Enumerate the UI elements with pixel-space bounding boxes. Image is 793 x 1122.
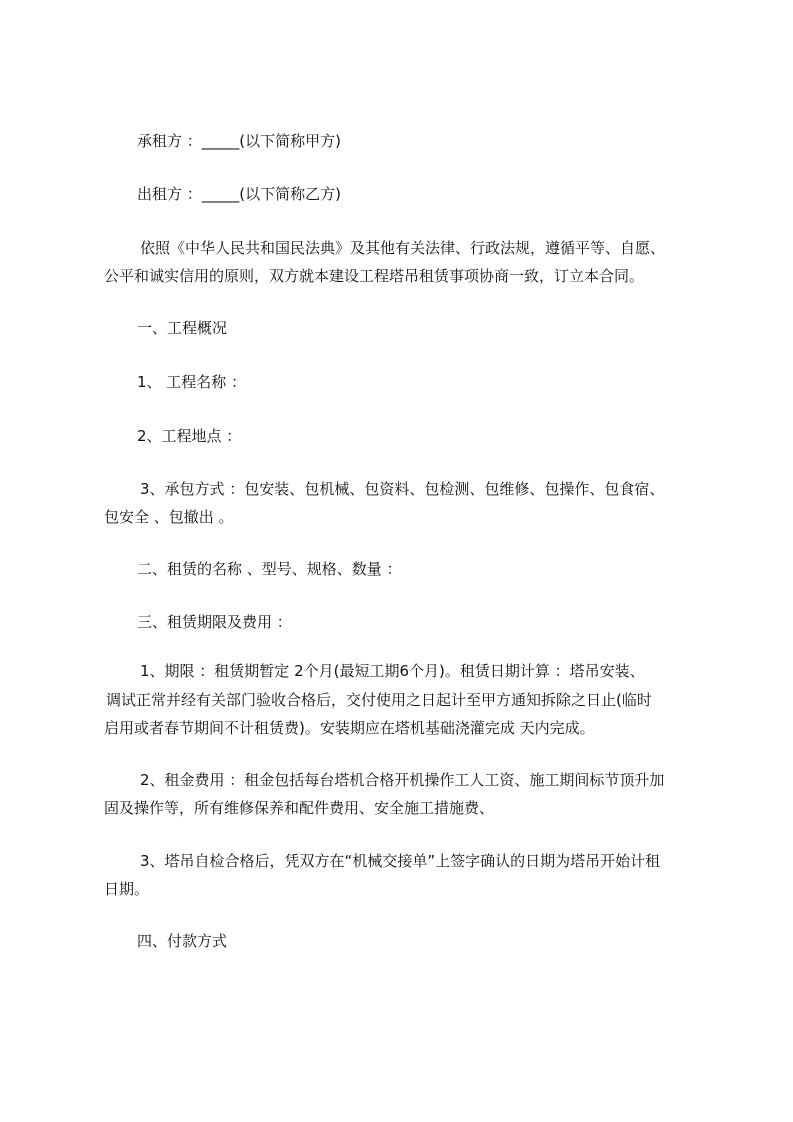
lessor-line: 出租方 ：_____(以下简称乙方) <box>137 185 341 203</box>
section1-heading: 一、工程概况 <box>137 319 228 337</box>
section1-item2: 2、工程地点 ： <box>137 427 242 445</box>
section3-item1-line1: 1、期限 ：租赁期暂定 2个月(最短工期6个月)。租赁日期计算 ：塔吊安装、 <box>140 662 645 680</box>
section1-item1: 1、 工程名称 ： <box>137 373 247 391</box>
section3-item2-line1: 2、租金费用 ：租金包括每台塔机合格开机操作工人工资、施工期间标节顶升加 <box>140 771 665 789</box>
section1-item3-line2: 包安全 、包撤出 。 <box>104 508 234 526</box>
section3-item1-line3: 启用或者春节期间不计租赁费)。安装期应在塔机基础浇灌完成 天内完成。 <box>104 719 595 737</box>
section3-item3-line1: 3、塔吊自检合格后，凭双方在“机械交接单”上签字确认的日期为塔吊开始计租 <box>140 852 661 870</box>
preamble-line-2: 公平和诚实信用的原则，双方就本建设工程塔吊租赁事项协商一致，订立本合同。 <box>104 267 645 285</box>
section3-item3-line2: 日期。 <box>104 880 150 898</box>
section3-item2-line2: 固及操作等，所有维修保养和配件费用、安全施工措施费、 <box>104 799 495 817</box>
section3-heading: 三、租赁期限及费用 ： <box>137 613 292 631</box>
section2-heading: 二、租赁的名称 、型号、规格、数量 ： <box>137 560 402 578</box>
lessee-line: 承租方 ：_____(以下简称甲方) <box>137 132 341 150</box>
section3-item1-line2: 调试正常并经有关部门验收合格后，交付使用之日起计至甲方通知拆除之日止(临时 <box>106 691 652 709</box>
preamble-line-1: 依照《中华人民共和国民法典》及其他有关法律、行政法规，遵循平等、自愿、 <box>140 239 666 257</box>
section1-item3-line1: 3、承包方式 ：包安装、包机械、包资料、包检测、包维修、包操作、包食宿、 <box>140 480 665 498</box>
section4-heading: 四、付款方式 <box>137 932 228 950</box>
